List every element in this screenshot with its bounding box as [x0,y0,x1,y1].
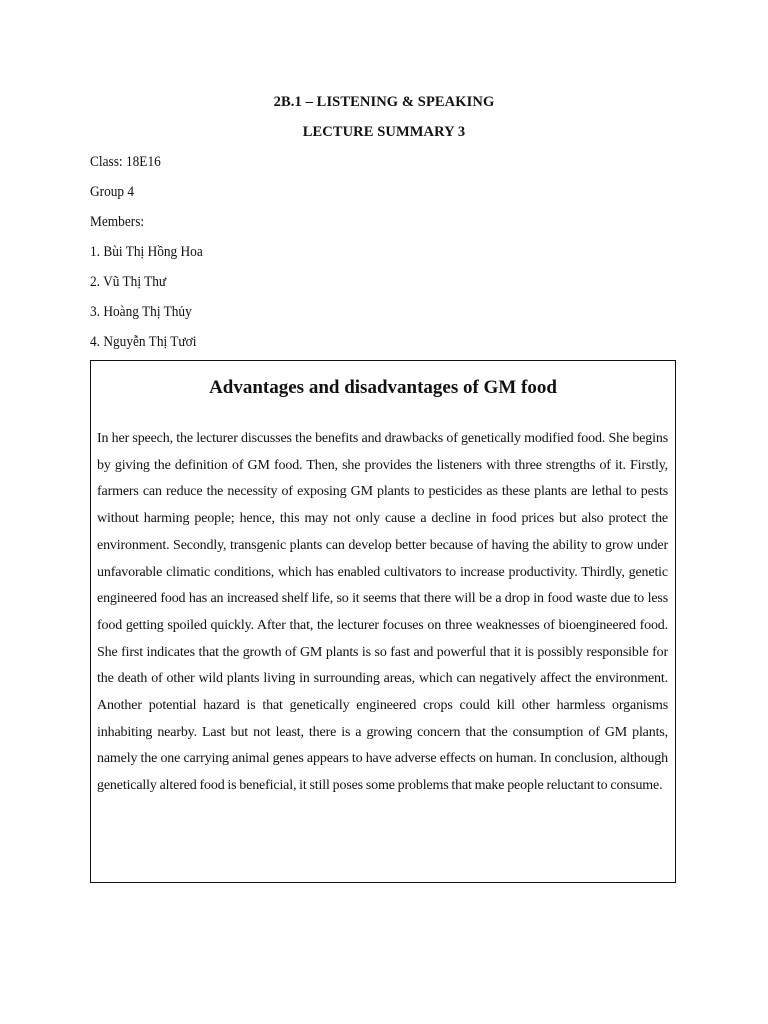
group-line: Group 4 [90,184,135,200]
member-item: 2. Vũ Thị Thư [90,274,167,290]
member-item: 1. Bùi Thị Hồng Hoa [90,244,203,260]
member-item: 3. Hoàng Thị Thủy [90,304,192,320]
summary-box [90,360,676,883]
summary-heading: Advantages and disadvantages of GM food [209,377,557,398]
summary-title: LECTURE SUMMARY 3 [302,124,466,140]
class-line: Class: 18E16 [90,154,161,170]
member-item: 4. Nguyễn Thị Tươi [90,334,197,350]
summary-paragraph: In her speech, the lecturer discusses the benefits and drawbacks of genetically modified food. She begins by giving the definition of GM food. Then, she provides the listeners with three strengths of it. Firstly, farmers can reduce the necessity of exposing GM plants to pesticides as these plants are lethal to pests without harming people; hence, this may not only cause a decline in food prices but also protect the environment. Secondly, transgenic plants can develop better because of having the ability to grow under unfavorable climatic conditions, which has enabled cultivators to increase productivity. Thirdly, genetic engineered food has an increased shelf life, so it seems that there will be a drop in food waste due to less food getting spoiled quickly. After that, the lecturer focuses on three weaknesses of bioengineered food. She first indicates that the growth of GM plants is so fast and powerful that it is possibly responsible for the death of other wild plants living in surrounding areas, which can negatively affect the environment. Another potential hazard is that genetically engineered crops could kill other harmless organisms inhabiting nearby. Last but not least, there is a growing concern that the consumption of GM plants, namely the one carrying animal genes appears to have adverse effects on human. In conclusion, although genetically altered food is beneficial, it still poses some problems that make people reluctant to consume. [97,431,668,794]
course-title: 2B.1 – LISTENING & SPEAKING [273,94,495,110]
members-label: Members: [90,214,145,230]
